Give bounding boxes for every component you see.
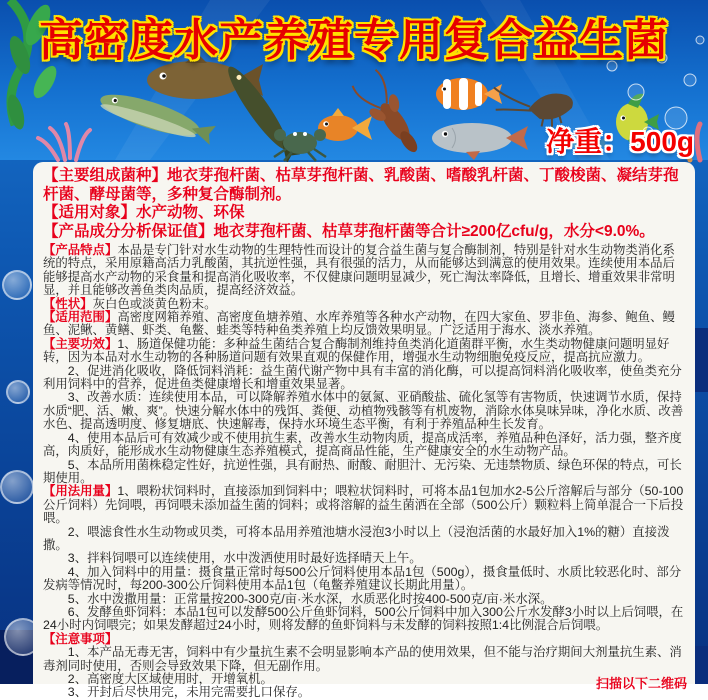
scope-text: 高密度网箱养殖、高密度鱼塘养殖、水库养殖等各种水产动物，在四大家鱼、罗非鱼、海参、鲍鱼、鳗鱼、泥鳅、黄鳝、虾类、龟鳖、蛙类等特种鱼类养殖上均反馈效果明显。广泛适用于海水、淡水养殖。 (43, 310, 675, 338)
info-panel (33, 162, 695, 700)
effects-item: 1、肠道保健功能：多种益生菌结合复合酶制剂维持鱼类消化道菌群平衡，水生类动物健康问题明显好转，因为本品对水生动物的各种肠道问题有效果直观的保健作用，增强水生动物细胞免疫反应，提高抗应激力。 (43, 336, 670, 365)
precaution-item: 1、本产品无毒无害，饲料中有少量抗生素不会明显影响本产品的使用效果，但不能与治疗期间大剂量抗生素、消毒剂同时使用，否则会导致效果下降，但无副作用。 (43, 645, 682, 673)
section-label-effects: 【主要功效】 (43, 336, 118, 351)
section-label-main-strains: 【主要组成菌种】 (43, 167, 168, 184)
effects-item: 3、改善水质：连续使用本品，可以降解养殖水体中的氨氮、亚硝酸盐、硫化氢等有害物质，快速调节水质，保持水质“肥、活、嫩、爽”。快速分解水体中的残饵、粪便、动植物残骸等有机废物，消除水体臭味异味，净化水质、改善水色、提高透明度、修复塘底、快速解毒，保持水环境生态平衡，有利于养殖品种生长发育。 (43, 390, 684, 432)
bubble (0, 470, 34, 504)
composition-line (43, 204, 685, 223)
effects-item: 2、促进消化吸收，降低饲料消耗：益生菌代谢产物中具有丰富的消化酶，可以提高饲料消化吸收率，使鱼类充分利用饲料中的营养，促进鱼类健康增长和增重效果显著。 (43, 363, 682, 392)
section-effects (43, 338, 685, 365)
details (43, 244, 685, 700)
properties-text: 灰白色或淡黄色粉末。 (92, 296, 217, 311)
usage-item: 3、拌料饲喂可以连续使用，水中泼洒使用时最好选择晴天上午。 (67, 551, 422, 566)
composition-line (43, 223, 685, 242)
net-weight: 净重：500g (546, 126, 694, 157)
section-label-scope: 【适用范围】 (43, 310, 118, 325)
features-text: 本品是专门针对水生动物的生理特性而设计的复合益生菌与复合酶制剂，特别是针对水生动物类消化系统的特点，采用原籍高活力乳酸菌，其抗逆性强，具有很强的活力，从而能够达到满意的使用效果。连续使用本品后能够提高水产动物的采食量和提高消化吸收率，不仅健康问题明显减少，死亡淘汰率降低，且增长、增重效果非常明显，并且能够改善鱼类肉品质，提高经济效益。 (43, 243, 675, 298)
effects-item: 5、本品所用菌株稳定性好，抗逆性强，具有耐热、耐酸、耐胆汁、无污染、无违禁物质、绿色环保的特点，可长期使用。 (43, 457, 682, 485)
background-patch (694, 328, 708, 392)
usage-item: 4、加入饲料中的用量：摄食量正常时每500公斤饲料使用本品1包（500g），摄食量低时、水质比较恶化时、部分发病等情况时，每200-300公斤饲料使用本品1包（龟鳖养殖建议长期此用量）。 (43, 564, 682, 593)
section-label-guarantee: 【产品成分分析保证值】 (43, 222, 214, 240)
section-label-properties: 【性状】 (43, 296, 93, 311)
bubble (2, 270, 32, 300)
effects-item: 4、使用本品后可有效减少或不使用抗生素，改善水生动物肉质，提高成活率，养殖品种色泽好，活力强，整齐度高，肉质好，能形成水生动物健康生态养殖模式，提高商品性能，生产健康安全的水生动物产品。 (43, 430, 682, 459)
precaution-item: 3、开封后尽快用完，未用完需要扎口保存。 (67, 685, 311, 700)
composition-line (43, 167, 685, 204)
bubble (6, 380, 30, 404)
composition-text: 地衣芽孢杆菌、枯草芽孢杆菌、乳酸菌、嗜酸乳杆菌、丁酸梭菌、凝结芽孢杆菌、酵母菌等，多种复合酶制剂。 (43, 167, 679, 203)
qr-note: 扫描以下二维码 (595, 676, 687, 691)
usage-item: 6、发酵鱼虾饲料：本品1包可以发酵500公斤鱼虾饲料，500公斤饲料中加入300公斤水发酵3小时以上后饲喂，在24小时内饲喂完；如果发酵超过24小时，则将发酵的鱼虾饲料与未发酵的饲料按照1:4比例混合后饲喂。 (43, 604, 684, 633)
banner (0, 0, 708, 160)
target-text: 水产动物、环保 (136, 204, 245, 221)
section-label-usage: 【用法用量】 (43, 484, 118, 499)
guarantee-text: 地衣芽孢杆菌、枯草芽孢杆菌等合计≥200亿cfu/g，水分<9.0%。 (213, 222, 655, 240)
section-features (43, 244, 685, 298)
background-patch (694, 646, 708, 684)
section-usage (43, 485, 685, 525)
section-scope (43, 311, 685, 338)
section-label-features: 【产品特点】 (43, 243, 118, 257)
product-title: 高密度水产养殖专用复合益生菌 (39, 16, 669, 65)
usage-item: 5、水中泼撒用量：正常量按200-300克/亩·米水深，水质恶化时按400-500克/亩·米水深。 (67, 591, 553, 606)
section-label-precautions: 【注意事项】 (43, 631, 118, 646)
precaution-item: 2、高密度大区域使用时，开增氧机。 (67, 672, 273, 686)
section-label-target: 【适用对象】 (43, 204, 137, 221)
usage-item: 1、喂粉状饲料时，直接添加到饲料中；喂粒状饲料时，可将本品1包加水2-5公斤溶解后与部分（50-100公斤饲料）先饲喂，再饲喂未添加益生菌的饲料；或将溶解的益生菌洒在全部（500公斤）颗粒料上简单混合一下后投喂。 (43, 484, 684, 526)
usage-item: 2、喂滤食性水生动物或贝类，可将本品用养殖池塘水浸泡3小时以上（浸泡活菌的水最好加入1%的糖）直接泼撒。 (43, 524, 670, 552)
